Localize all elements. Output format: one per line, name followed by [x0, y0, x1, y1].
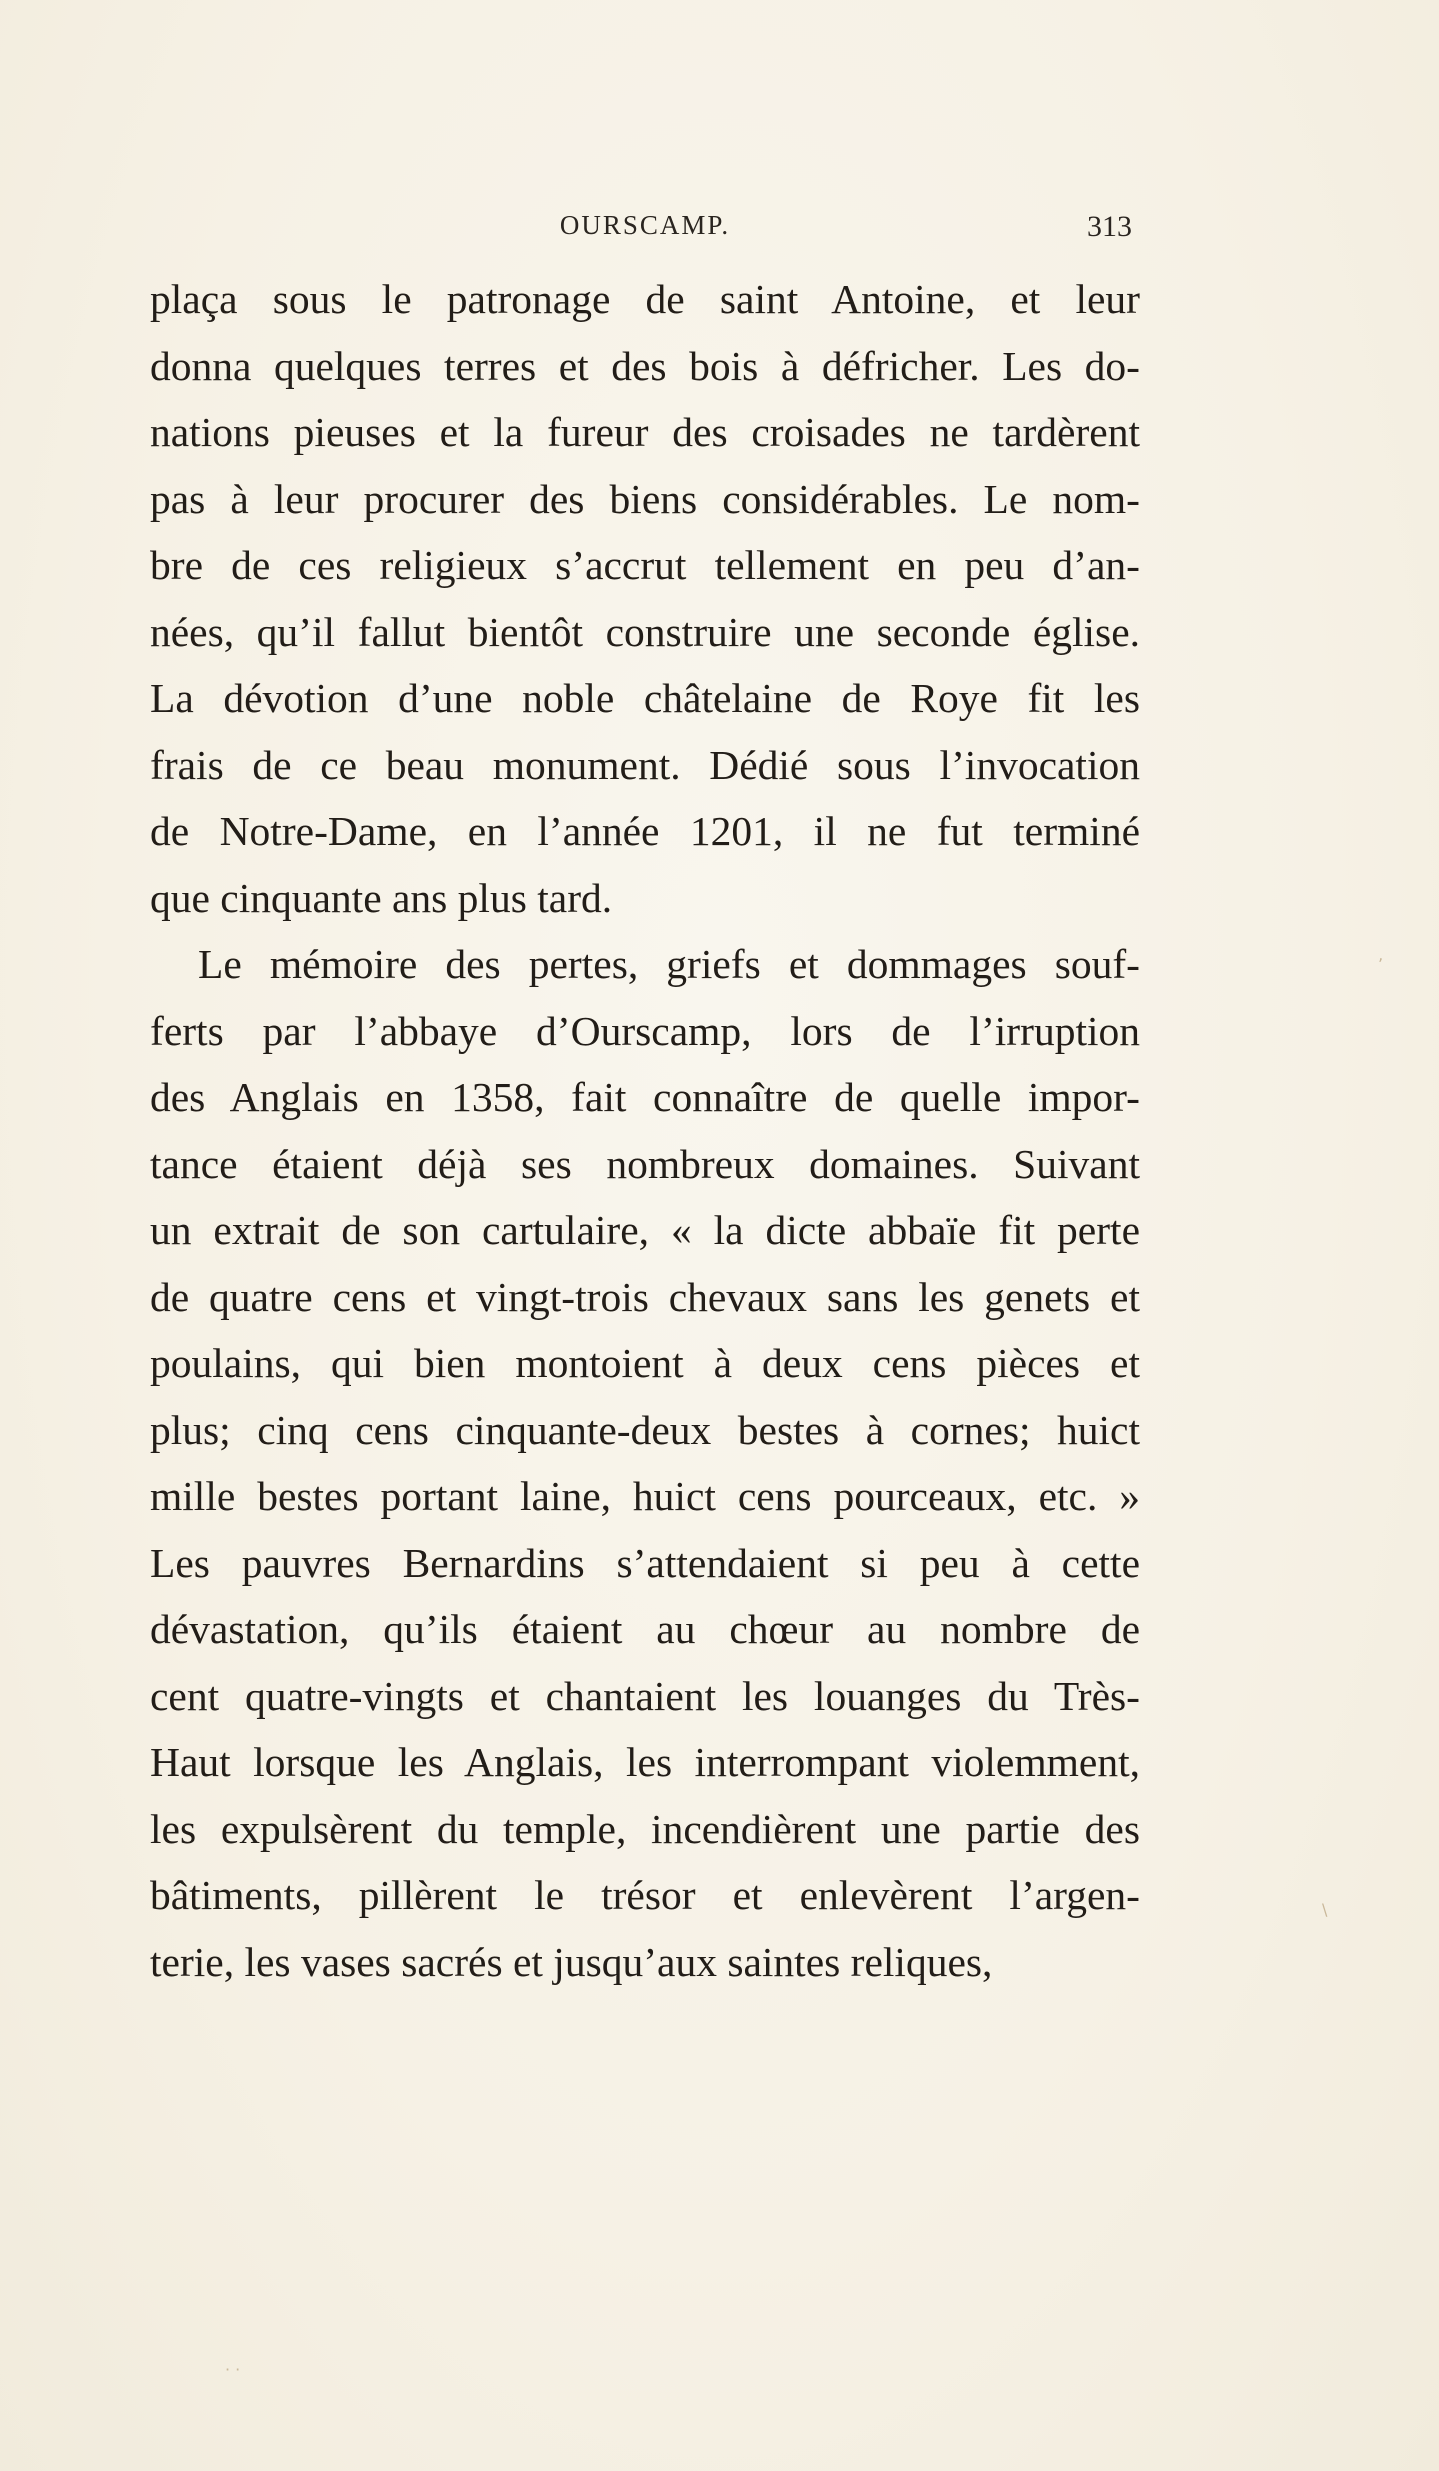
body-text [150, 266, 1140, 1995]
text-line: mille bestes portant laine, huict cens pourceaux, etc. » [150, 1473, 1140, 1519]
page-number: 313 [1087, 210, 1132, 243]
text-line: La dévotion d’une noble châtelaine de Roye fit les [150, 675, 1140, 721]
text-line: dévastation, qu’ils étaient au chœur au nombre de [150, 1606, 1140, 1652]
text-line: bâtiments, pillèrent le trésor et enlevèrent l’argen- [150, 1872, 1140, 1918]
text-line: un extrait de son cartulaire, « la dicte abbaïe fit perte [150, 1207, 1140, 1253]
text-line: plaça sous le patronage de saint Antoine, et leur [150, 276, 1140, 322]
running-head [150, 210, 1140, 250]
paper-speck: ʼ [1378, 955, 1384, 974]
text-line: Le mémoire des pertes, griefs et dommages souf- [198, 941, 1140, 987]
text-line: tance étaient déjà ses nombreux domaines. Suivant [150, 1140, 1140, 1187]
running-head-title: OURSCAMP. [559, 210, 731, 240]
text-line: terie, les vases sacrés et jusqu’aux saintes reliques, [150, 1938, 993, 1985]
text-line: les expulsèrent du temple, incendièrent une partie des [150, 1805, 1140, 1852]
paragraph-2 [150, 931, 1140, 1995]
text-line: frais de ce beau monument. Dédié sous l’invocation [150, 741, 1140, 788]
paper-speck: \ [1322, 1900, 1328, 1919]
text-line: que cinquante ans plus tard. [150, 874, 613, 921]
text-line: bre de ces religieux s’accrut tellement en peu d’an- [150, 542, 1140, 588]
text-line: donna quelques terres et des bois à défricher. Les do- [150, 342, 1140, 389]
text-line: poulains, qui bien montoient à deux cens pièces et [150, 1340, 1140, 1386]
text-line: de quatre cens et vingt-trois chevaux sans les genets et [150, 1273, 1140, 1320]
text-line: Haut lorsque les Anglais, les interrompant violemment, [150, 1739, 1140, 1785]
text-line: de Notre-Dame, en l’année 1201, il ne fut terminé [150, 808, 1140, 854]
paper-speck: · · [225, 2360, 241, 2379]
text-line: nées, qu’il fallut bientôt construire une seconde église. [150, 608, 1140, 655]
text-line: pas à leur procurer des biens considérables. Le nom- [150, 475, 1140, 522]
text-line: plus; cinq cens cinquante-deux bestes à cornes; huict [150, 1406, 1140, 1453]
text-line: nations pieuses et la fureur des croisades ne tardèrent [150, 409, 1140, 455]
text-line: Les pauvres Bernardins s’attendaient si peu à cette [150, 1539, 1140, 1586]
text-line: ferts par l’abbaye d’Ourscamp, lors de l’irruption [150, 1007, 1140, 1054]
text-line: cent quatre-vingts et chantaient les louanges du Très- [150, 1672, 1140, 1719]
text-line: des Anglais en 1358, fait connaître de quelle impor- [150, 1074, 1140, 1120]
paragraph-1 [150, 266, 1140, 931]
